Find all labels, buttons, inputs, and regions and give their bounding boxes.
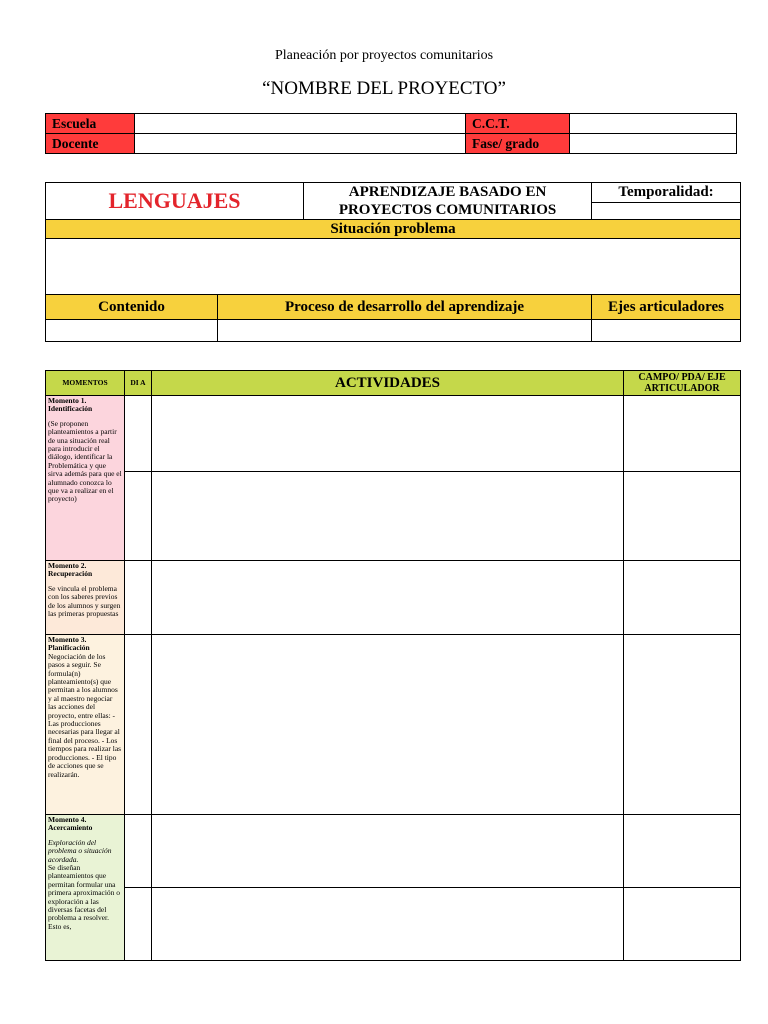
actividad-cell[interactable]	[152, 396, 624, 472]
situacion-problema-header: Situación problema	[46, 220, 741, 239]
docente-label: Docente	[46, 134, 135, 154]
campo-header: CAMPO/ PDA/ EJE ARTICULADOR	[624, 371, 741, 396]
moment-4-italic: Exploración del problema o situación acordada.	[48, 837, 112, 864]
actividad-cell[interactable]	[152, 815, 624, 888]
document-subtitle: Planeación por proyectos comunitarios	[274, 48, 494, 63]
contenido-header: Contenido	[46, 295, 218, 320]
moment-3-cell	[46, 635, 125, 815]
dia-cell[interactable]	[125, 561, 152, 635]
moment-4-cell	[46, 815, 125, 961]
temporalidad-label: Temporalidad:	[592, 183, 741, 203]
dia-cell[interactable]	[125, 888, 152, 961]
abp-line-1: APRENDIZAJE BASADO EN	[348, 184, 547, 200]
proceso-header: Proceso de desarrollo del aprendizaje	[218, 295, 592, 320]
campo-cell[interactable]	[624, 815, 741, 888]
actividad-cell[interactable]	[152, 888, 624, 961]
moment-2-cell	[46, 561, 125, 635]
moment-4-body: Se diseñan planteamientos que permitan formular una primera aproximación o exploración a las diversas facetas del problema a resolver. Esto es,	[48, 863, 121, 931]
ejes-header: Ejes articuladores	[592, 295, 741, 320]
abp-line-2: PROYECTOS COMUNITARIOS	[338, 202, 557, 218]
campo-cell[interactable]	[624, 396, 741, 472]
actividades-header: ACTIVIDADES	[152, 371, 624, 396]
escuela-field[interactable]	[135, 114, 466, 134]
fase-field[interactable]	[570, 134, 737, 154]
actividad-cell[interactable]	[152, 561, 624, 635]
cct-label: C.C.T.	[466, 114, 570, 134]
dia-cell[interactable]	[125, 472, 152, 561]
actividad-cell[interactable]	[152, 472, 624, 561]
abp-heading	[304, 183, 592, 220]
moment-3-title: Momento 3. Planificación	[48, 635, 90, 653]
dia-cell[interactable]	[125, 635, 152, 815]
moment-1-body: (Se proponen planteamientos a partir de una situación real para introducir el diálogo, identificar la Problemática y que sirva además para que el alumnado conozca lo que va a realizar en el proyecto)	[48, 418, 122, 504]
docente-field[interactable]	[135, 134, 466, 154]
actividad-cell[interactable]	[152, 635, 624, 815]
dia-cell[interactable]	[125, 815, 152, 888]
situacion-problema-field[interactable]	[46, 239, 741, 295]
campo-cell[interactable]	[624, 888, 741, 961]
contenido-field[interactable]	[46, 320, 218, 342]
moment-1-title: Momento 1. Identificación	[48, 396, 93, 414]
moment-1-cell	[46, 396, 125, 561]
moment-2-body: Se vincula el problema con los saberes previos de los alumnos y surgen las primeras propuestas	[48, 583, 121, 619]
dia-cell[interactable]	[125, 396, 152, 472]
campo-cell[interactable]	[624, 472, 741, 561]
escuela-label: Escuela	[46, 114, 135, 134]
school-info-table	[45, 113, 737, 154]
campo-cell[interactable]	[624, 561, 741, 635]
moment-4-title: Momento 4. Acercamiento	[48, 815, 93, 833]
temporalidad-field[interactable]	[592, 202, 741, 219]
activities-table	[45, 370, 741, 961]
momentos-header: MOMENTOS	[46, 371, 125, 396]
ejes-field[interactable]	[592, 320, 741, 342]
proceso-field[interactable]	[218, 320, 592, 342]
fase-label: Fase/ grado	[466, 134, 570, 154]
lenguajes-title: LENGUAJES	[46, 183, 304, 220]
dia-header: DI A	[125, 371, 152, 396]
campo-cell[interactable]	[624, 635, 741, 815]
moment-2-title: Momento 2. Recuperación	[48, 561, 93, 579]
moment-3-body: Negociación de los pasos a seguir. Se formula(n) planteamiento(s) que permitan a los alumnos y al maestro negociar las acciones del proyecto, entre ellas: -Las producciones necesarias para llegar al final del proceso. - Los tiempos para realizar las producciones. - El tipo de acciones que se realizarán.	[48, 651, 122, 779]
project-title: “NOMBRE DEL PROYECTO”	[262, 78, 506, 99]
lenguajes-table	[45, 182, 741, 342]
cct-field[interactable]	[570, 114, 737, 134]
